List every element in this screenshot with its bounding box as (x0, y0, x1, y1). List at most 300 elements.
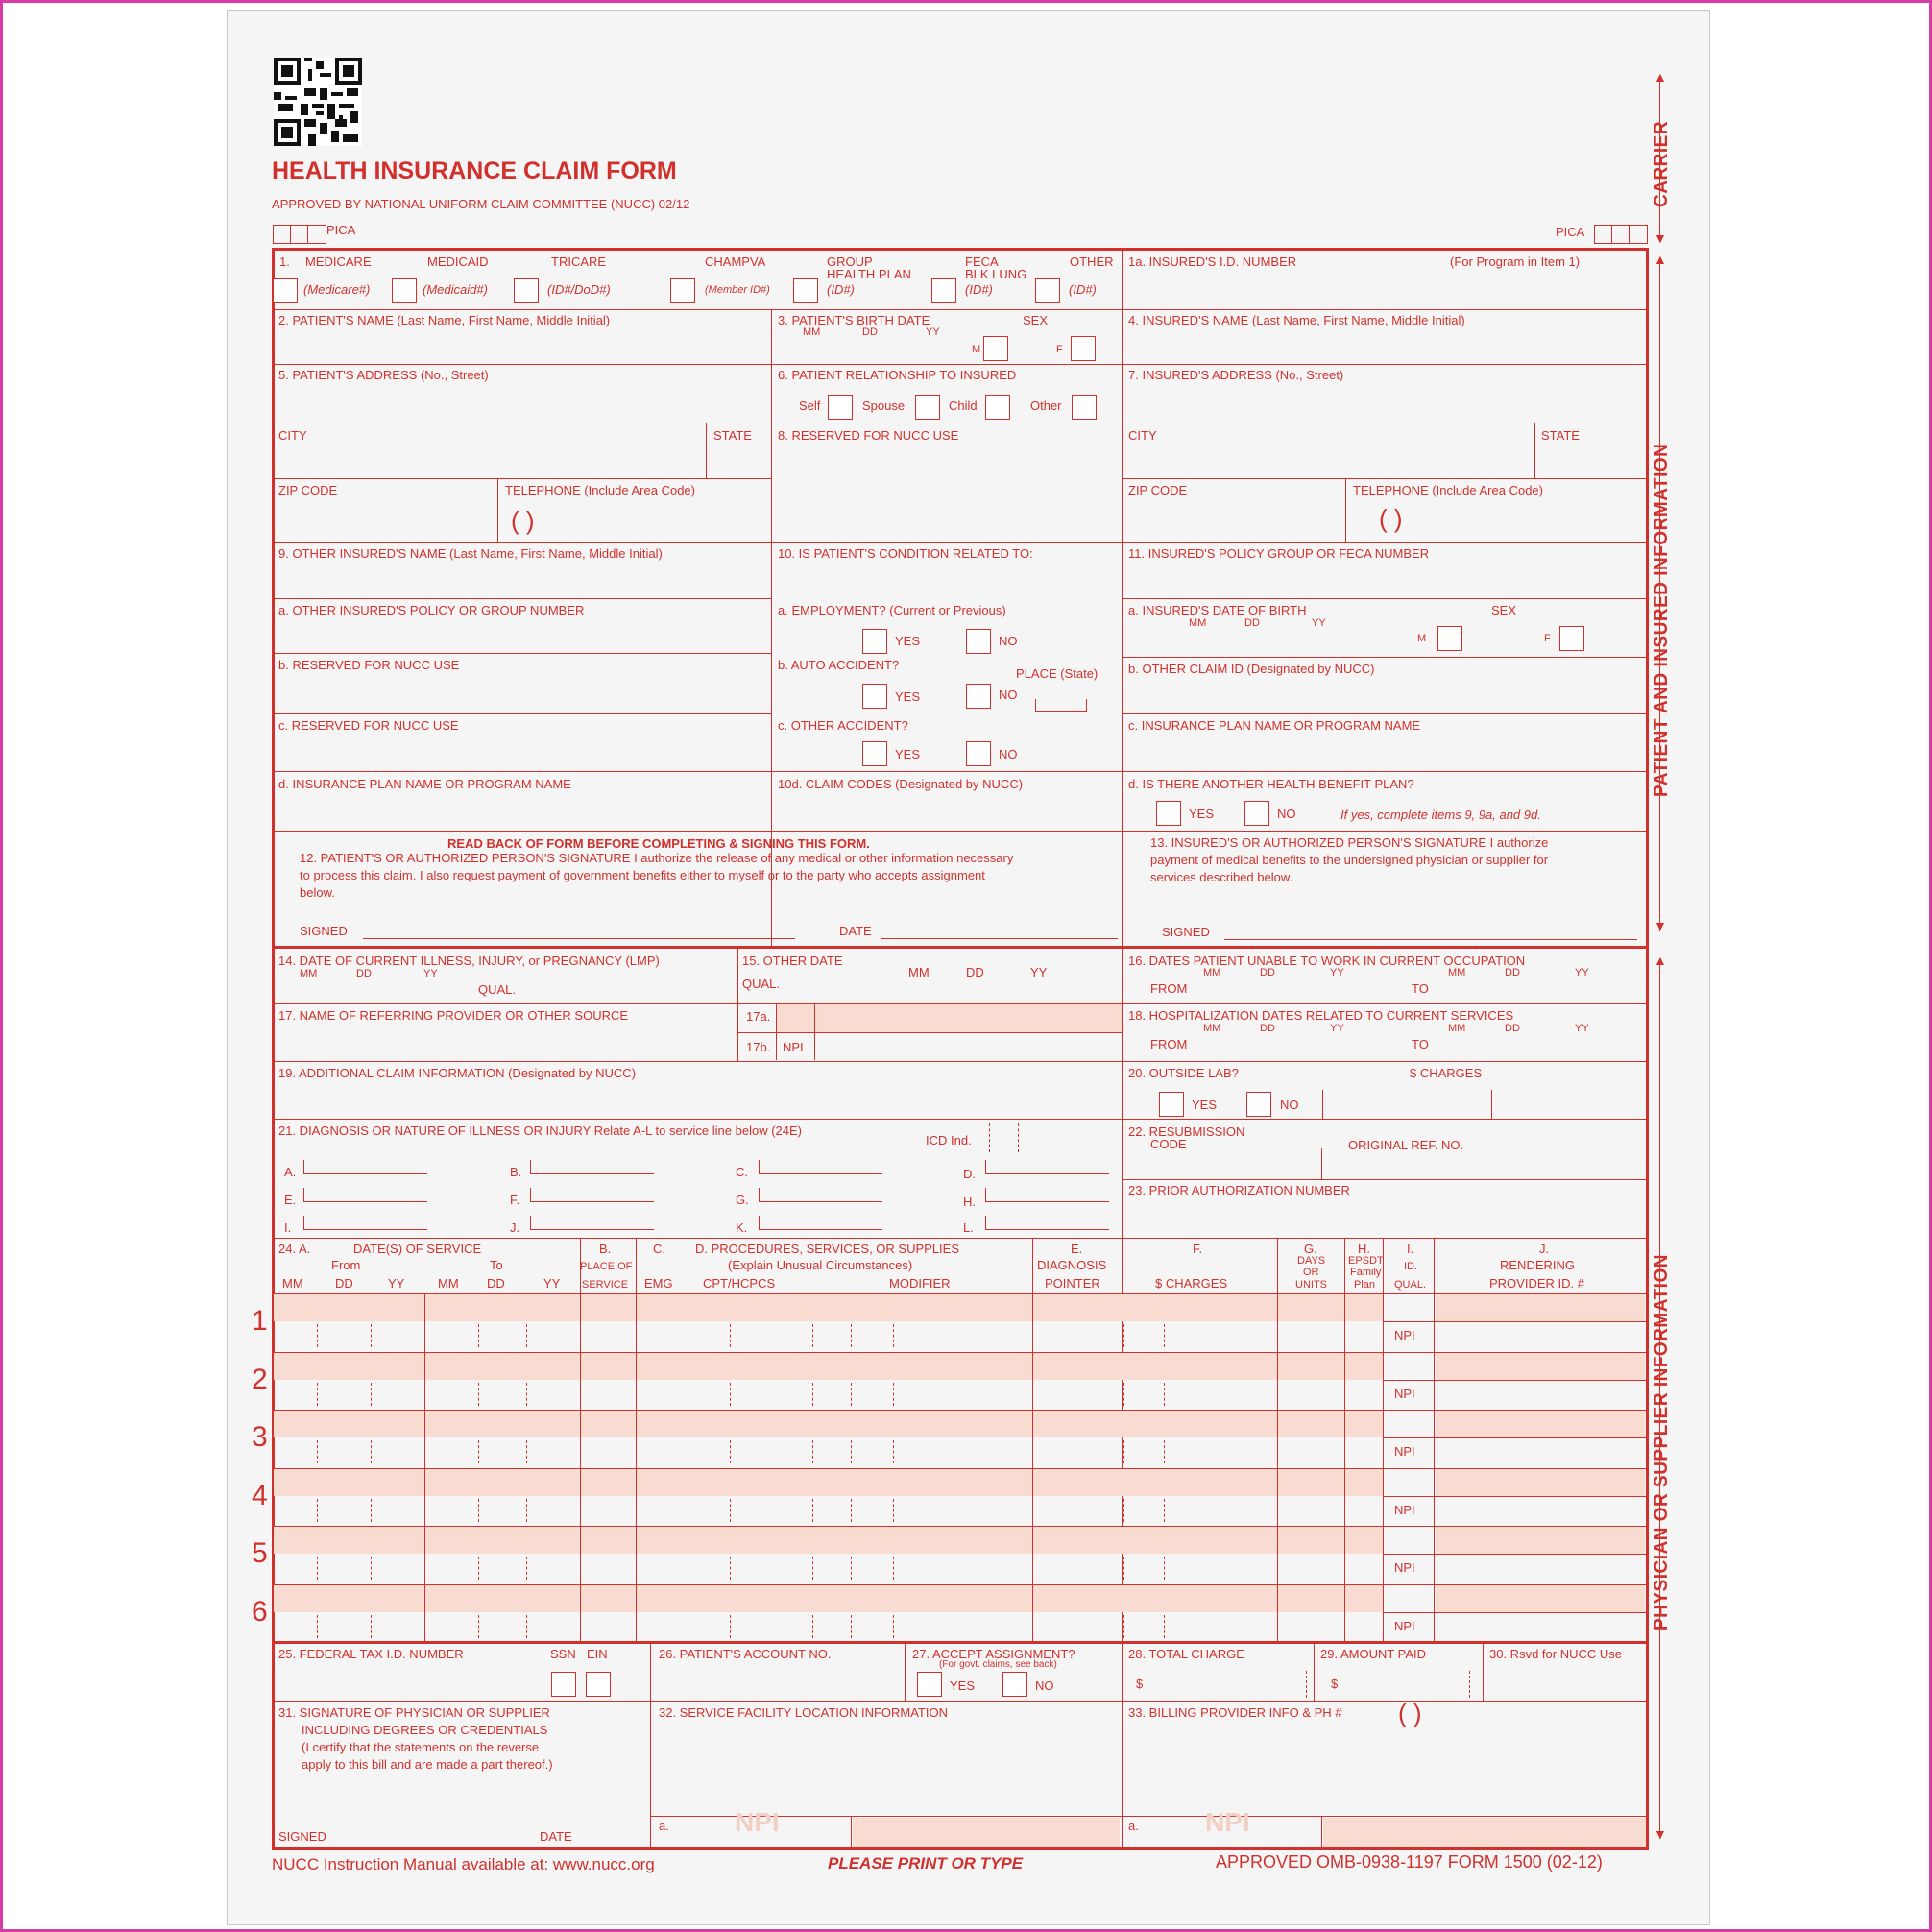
column-divider (1122, 948, 1123, 1847)
field-separator (526, 1383, 527, 1406)
insured-sex-m-label: M (1417, 633, 1427, 644)
carrier-arrow-line (1659, 79, 1660, 242)
from-yy: YY (388, 1276, 405, 1291)
field-separator (478, 1615, 479, 1638)
diag-a-field[interactable] (303, 1160, 427, 1174)
row-rule (272, 1238, 1649, 1239)
family-label: Family (1350, 1267, 1382, 1278)
other-relationship-label: Other (1030, 398, 1062, 413)
field-separator (1123, 1615, 1124, 1638)
column-divider (737, 948, 738, 1061)
insured-name-label: 4. INSURED'S NAME (Last Name, First Name, Middle Initial) (1128, 313, 1465, 327)
insured-id-field[interactable] (1123, 274, 1642, 308)
read-back-notice: READ BACK OF FORM BEFORE COMPLETING & SIGNING THIS FORM. (447, 836, 870, 851)
feca-checkbox[interactable] (931, 278, 956, 303)
reserved-nucc-b-label: b. RESERVED FOR NUCC USE (278, 658, 460, 672)
field-separator (317, 1499, 318, 1522)
col-b-label: B. (599, 1242, 612, 1256)
ein-checkbox[interactable] (586, 1672, 611, 1697)
box-31-line-4: apply to this bill and are made a part thereof.) (302, 1757, 553, 1772)
patient-side-label: PATIENT AND INSURED INFORMATION (1652, 443, 1672, 797)
box-26-label: 26. PATIENT'S ACCOUNT NO. (659, 1647, 832, 1661)
box-16-to-yy: YY (1575, 967, 1589, 978)
employment-no-label: NO (999, 634, 1018, 648)
patient-name-field[interactable] (275, 331, 766, 362)
outside-lab-yes: YES (1192, 1098, 1218, 1112)
other-label: OTHER (1070, 254, 1114, 269)
another-plan-no-label: NO (1277, 807, 1296, 821)
from-mm: MM (282, 1276, 303, 1291)
field-separator (478, 1383, 479, 1406)
amount-paid-dollar: $ (1331, 1677, 1339, 1691)
box-27-label: 27. ACCEPT ASSIGNMENT? (912, 1647, 1075, 1661)
rendering-provider-shaded-field[interactable] (1436, 1469, 1645, 1496)
ein-label: EIN (587, 1647, 608, 1661)
box-15-dd: DD (966, 965, 984, 979)
box-20-charges: $ CHARGES (1410, 1066, 1483, 1080)
field-separator (1164, 1383, 1165, 1406)
relationship-label: 6. PATIENT RELATIONSHIP TO INSURED (778, 368, 1017, 382)
tricare-checkbox[interactable] (514, 278, 539, 303)
service-line-shaded-row[interactable] (274, 1294, 1383, 1321)
field-separator (1164, 1324, 1165, 1347)
arrow-up-icon: ▲ (1654, 69, 1667, 85)
field-separator (1123, 1324, 1124, 1347)
box-18-label: 18. HOSPITALIZATION DATES RELATED TO CURRENT SERVICES (1128, 1008, 1514, 1023)
epsdt-label: EPSDT (1348, 1255, 1384, 1267)
insured-dd-label: DD (1244, 617, 1260, 629)
other-acc-no-label: NO (999, 747, 1018, 761)
service-line-npi-label: NPI (1394, 1328, 1415, 1342)
box-17-label: 17. NAME OF REFERRING PROVIDER OR OTHER SOURCE (278, 1008, 629, 1023)
column-divider (1321, 1816, 1322, 1847)
column-divider (424, 1293, 425, 1641)
row-rule (1383, 1612, 1649, 1613)
row-rule (1122, 713, 1649, 714)
insured-address-label: 7. INSURED'S ADDRESS (No., Street) (1128, 368, 1344, 382)
field-separator (1164, 1440, 1165, 1463)
sex-label: SEX (1023, 313, 1049, 327)
field-separator (371, 1499, 372, 1522)
field-separator (812, 1324, 813, 1347)
bottom-rule (272, 1847, 1649, 1850)
column-divider (1491, 1090, 1492, 1119)
another-plan-yes-checkbox[interactable] (1156, 801, 1181, 826)
box-33a-label: a. (1128, 1819, 1139, 1833)
row-rule (272, 364, 1649, 365)
diag-b-label: B. (510, 1165, 522, 1179)
service-line-number: 4 (252, 1479, 268, 1511)
col-i-label: I. (1407, 1242, 1414, 1256)
box-18-from: FROM (1150, 1037, 1188, 1051)
other-id-label: (ID#) (1069, 282, 1097, 297)
insured-address-field[interactable] (1123, 386, 1642, 419)
box-30-label: 30. Rsvd for NUCC Use (1489, 1647, 1622, 1661)
field-separator (526, 1557, 527, 1580)
modifier-label: MODIFIER (889, 1276, 951, 1291)
arrow-up-icon: ▲ (1654, 953, 1667, 968)
field-separator (526, 1499, 527, 1522)
ssn-checkbox[interactable] (551, 1672, 576, 1697)
group-health-plan-label: HEALTH PLAN (827, 267, 911, 281)
field-separator (317, 1557, 318, 1580)
diagnosis-label: DIAGNOSIS (1037, 1258, 1107, 1272)
row-rule (1383, 1321, 1649, 1322)
diag-h-label: H. (963, 1195, 976, 1209)
diag-d-field[interactable] (985, 1160, 1109, 1174)
accept-yes-label: YES (950, 1678, 976, 1693)
rendering-provider-shaded-field[interactable] (1436, 1353, 1645, 1380)
box-14-label: 14. DATE OF CURRENT ILLNESS, INJURY, or PREGNANCY (LMP) (278, 954, 660, 968)
insured-signed-label: SIGNED (1162, 925, 1210, 939)
other-accident-label: c. OTHER ACCIDENT? (778, 718, 908, 733)
group-label: GROUP (827, 254, 873, 269)
rendering-provider-shaded-field[interactable] (1436, 1411, 1645, 1437)
insured-mm-label: MM (1189, 617, 1207, 629)
sex-m-checkbox[interactable] (983, 336, 1008, 361)
field-separator (893, 1440, 894, 1463)
cents-separator (1306, 1671, 1307, 1698)
yy-label: YY (926, 326, 940, 338)
or-label: OR (1303, 1267, 1319, 1278)
reserved-nucc-c-label: c. RESERVED FOR NUCC USE (278, 718, 459, 733)
box-18-from-mm: MM (1203, 1023, 1221, 1034)
column-divider (580, 1238, 581, 1641)
employment-yes-checkbox[interactable] (862, 629, 887, 654)
insured-sex-f-checkbox[interactable] (1559, 626, 1584, 651)
sex-m-label: M (972, 344, 981, 355)
box-32b-field[interactable] (853, 1818, 1120, 1847)
outside-lab-yes-checkbox[interactable] (1159, 1092, 1184, 1117)
field-separator (730, 1324, 731, 1347)
outside-lab-no-checkbox[interactable] (1246, 1092, 1271, 1117)
box-18-to-dd: DD (1505, 1023, 1520, 1034)
field-separator (851, 1383, 852, 1406)
id-label: ID. (1404, 1261, 1418, 1272)
service-line-number: 6 (252, 1595, 268, 1628)
auto-accident-label: b. AUTO ACCIDENT? (778, 658, 900, 672)
auto-accident-yes-checkbox[interactable] (862, 684, 887, 709)
box-17b-npi: NPI (783, 1040, 804, 1054)
champva-label: CHAMPVA (705, 254, 766, 269)
box-17b-label: 17b. (746, 1040, 771, 1054)
insured-area-code-paren: ( ) (1379, 504, 1403, 533)
diag-f-field[interactable] (530, 1188, 654, 1202)
diag-j-field[interactable] (530, 1216, 654, 1230)
child-checkbox[interactable] (985, 395, 1010, 420)
accept-assignment-no-checkbox[interactable] (1002, 1672, 1027, 1697)
arrow-up-icon: ▲ (1654, 252, 1667, 267)
row-rule (650, 1816, 1649, 1817)
from-label: From (331, 1258, 361, 1272)
physician-date-label: DATE (540, 1829, 572, 1844)
service-line-npi-label: NPI (1394, 1618, 1415, 1633)
col-f-label: F. (1193, 1242, 1203, 1256)
box-33a-npi-watermark: NPI (1205, 1807, 1250, 1837)
auto-accident-no-checkbox[interactable] (966, 684, 991, 709)
medicare-checkbox[interactable] (273, 278, 298, 303)
column-divider (497, 478, 498, 542)
medicaid-label: MEDICAID (427, 254, 489, 269)
row-rule (1383, 1380, 1649, 1381)
policy-group-label: 11. INSURED'S POLICY GROUP OR FECA NUMBER (1128, 546, 1430, 561)
icd-ind-field[interactable] (1018, 1123, 1019, 1152)
pica-right-boxes[interactable] (1594, 225, 1648, 244)
column-divider (1277, 1238, 1278, 1641)
field-separator (526, 1440, 527, 1463)
diag-l-field[interactable] (985, 1216, 1109, 1230)
icd-ind-label: ICD Ind. (926, 1133, 972, 1147)
insured-zip-label: ZIP CODE (1128, 483, 1188, 497)
insured-id-note: (For Program in Item 1) (1450, 254, 1581, 269)
diag-i-field[interactable] (303, 1216, 427, 1230)
employment-label: a. EMPLOYMENT? (Current or Previous) (778, 603, 1006, 617)
column-divider (1344, 1238, 1345, 1641)
service-line-shaded-row[interactable] (274, 1411, 1383, 1437)
field-separator (730, 1499, 731, 1522)
tricare-label: TRICARE (551, 254, 607, 269)
box-27-note: (For govt. claims, see back) (939, 1659, 1057, 1670)
signature-13-text-3: services described below. (1150, 870, 1293, 884)
service-line-npi-label: NPI (1394, 1502, 1415, 1517)
service-line-shaded-row[interactable] (274, 1469, 1383, 1496)
patient-sign-date-label: DATE (839, 924, 872, 938)
col-c-label: C. (653, 1242, 665, 1256)
field-separator (317, 1324, 318, 1347)
other-checkbox[interactable] (1035, 278, 1060, 303)
box-14-dd: DD (356, 968, 372, 979)
service-line-shaded-row[interactable] (274, 1585, 1383, 1612)
column-divider (1534, 423, 1535, 478)
box-18-from-dd: DD (1260, 1023, 1275, 1034)
box-24a-label: 24. A. (278, 1242, 311, 1256)
self-label: Self (799, 398, 821, 413)
box-14-yy: YY (423, 968, 438, 979)
another-plan-no-checkbox[interactable] (1244, 801, 1269, 826)
auto-yes-label: YES (895, 689, 921, 704)
sex-f-checkbox[interactable] (1071, 336, 1096, 361)
diag-e-label: E. (284, 1193, 297, 1207)
insured-state-label: STATE (1541, 428, 1580, 443)
cpt-hcpcs-label: CPT/HCPCS (703, 1276, 776, 1291)
row-rule (272, 1119, 1649, 1120)
diag-k-label: K. (736, 1220, 748, 1235)
condition-related-label: 10. IS PATIENT'S CONDITION RELATED TO: (778, 546, 1033, 561)
diag-b-field[interactable] (530, 1160, 654, 1174)
medicaid-id-label: (Medicaid#) (423, 282, 488, 297)
box-16-label: 16. DATES PATIENT UNABLE TO WORK IN CURRENT OCCUPATION (1128, 954, 1526, 968)
field-separator (1123, 1557, 1124, 1580)
row-rule (1383, 1496, 1649, 1497)
box-18-to: TO (1412, 1037, 1429, 1051)
footer-nucc-manual: NUCC Instruction Manual available at: www.nucc.org (272, 1855, 655, 1873)
diag-l-label: L. (963, 1220, 974, 1235)
box-16-from-dd: DD (1260, 967, 1275, 978)
champva-id-label: (Member ID#) (705, 284, 770, 296)
insured-dob-label: a. INSURED'S DATE OF BIRTH (1128, 603, 1307, 617)
row-rule (1383, 1554, 1649, 1555)
pica-left-label: PICA (326, 223, 356, 237)
pica-left-boxes[interactable] (273, 225, 326, 244)
box-14-mm: MM (300, 968, 318, 979)
patient-address-field[interactable] (275, 386, 766, 419)
field-separator (812, 1557, 813, 1580)
box-32a-npi-watermark: NPI (735, 1807, 780, 1837)
diag-d-label: D. (963, 1167, 976, 1181)
column-divider (776, 1004, 777, 1060)
column-divider (706, 423, 707, 478)
column-divider (1383, 1238, 1384, 1641)
pointer-label: POINTER (1045, 1276, 1100, 1291)
employment-yes-label: YES (895, 634, 921, 648)
box-33b-field[interactable] (1323, 1818, 1646, 1847)
service-line-number: 3 (252, 1421, 268, 1453)
accept-assignment-yes-checkbox[interactable] (917, 1672, 942, 1697)
field-separator (371, 1324, 372, 1347)
cents-separator (1469, 1671, 1470, 1698)
field-separator (851, 1557, 852, 1580)
tricare-id-label: (ID#/DoD#) (547, 282, 611, 297)
diag-c-field[interactable] (759, 1160, 882, 1174)
field-separator (371, 1383, 372, 1406)
outside-lab-no: NO (1280, 1098, 1299, 1112)
plan-label: Plan (1354, 1279, 1376, 1291)
field-separator (371, 1440, 372, 1463)
arrow-down-icon: ▼ (1654, 230, 1667, 246)
insurance-plan-c-label: c. INSURANCE PLAN NAME OR PROGRAM NAME (1128, 718, 1421, 733)
row-rule (272, 309, 1649, 310)
other-insured-name-label: 9. OTHER INSURED'S NAME (Last Name, First Name, Middle Initial) (278, 546, 663, 561)
rendering-provider-shaded-field[interactable] (1436, 1294, 1645, 1321)
rendering-provider-shaded-field[interactable] (1436, 1527, 1645, 1554)
signature-12-text-2: to process this claim. I also request payment of government benefits either to myself or to the party who accepts assignment (300, 868, 985, 882)
field-separator (730, 1383, 731, 1406)
insured-sex-m-checkbox[interactable] (1437, 626, 1462, 651)
field-separator (317, 1383, 318, 1406)
insured-id-label: 1a. INSURED'S I.D. NUMBER (1128, 254, 1297, 269)
row-rule (1122, 1179, 1649, 1180)
physician-side-label: PHYSICIAN OR SUPPLIER INFORMATION (1652, 1254, 1672, 1630)
box-31-line-2: INCLUDING DEGREES OR CREDENTIALS (302, 1723, 548, 1737)
rendering-label: RENDERING (1500, 1258, 1576, 1272)
accept-no-label: NO (1035, 1678, 1054, 1693)
patient-area-code-paren: ( ) (511, 506, 535, 535)
qual-label: QUAL. (1394, 1279, 1427, 1291)
field-separator (893, 1557, 894, 1580)
service-line-npi-label: NPI (1394, 1386, 1415, 1401)
patient-zip-label: ZIP CODE (278, 483, 338, 497)
box-25-label: 25. FEDERAL TAX I.D. NUMBER (278, 1647, 464, 1661)
other-accident-yes-checkbox[interactable] (862, 741, 887, 766)
field-separator (730, 1440, 731, 1463)
row-rule (1122, 657, 1649, 658)
employment-no-checkbox[interactable] (966, 629, 991, 654)
row-rule (272, 653, 771, 654)
group-health-plan-checkbox[interactable] (793, 278, 818, 303)
emg-label: EMG (644, 1276, 673, 1291)
insured-name-field[interactable] (1123, 331, 1642, 362)
field-separator (1164, 1499, 1165, 1522)
if-yes-note: If yes, complete items 9, 9a, and 9d. (1340, 808, 1541, 822)
medicaid-checkbox[interactable] (392, 278, 417, 303)
champva-checkbox[interactable] (670, 278, 695, 303)
field-separator (478, 1499, 479, 1522)
to-dd: DD (487, 1276, 505, 1291)
box-17a-field[interactable] (776, 1004, 1122, 1032)
box-15-qual: QUAL. (742, 977, 781, 991)
insured-signature-line[interactable] (1224, 939, 1637, 940)
row-rule (1383, 1437, 1649, 1438)
section-divider (272, 946, 1649, 949)
service-label: SERVICE (582, 1279, 629, 1291)
diag-h-field[interactable] (985, 1188, 1109, 1202)
row-rule (272, 1061, 1649, 1062)
col-e-label: E. (1071, 1242, 1083, 1256)
place-state-field[interactable] (1035, 699, 1087, 712)
field-separator (851, 1499, 852, 1522)
field-separator (317, 1440, 318, 1463)
service-line-shaded-row[interactable] (274, 1353, 1383, 1380)
right-rule (1646, 248, 1649, 1849)
column-divider (1314, 1641, 1315, 1701)
patient-signature-line[interactable] (363, 938, 795, 939)
diag-k-field[interactable] (759, 1216, 882, 1230)
service-line-shaded-row[interactable] (274, 1527, 1383, 1554)
column-divider (1434, 1238, 1435, 1641)
field-separator (526, 1615, 527, 1638)
insurance-plan-d-label: d. INSURANCE PLAN NAME OR PROGRAM NAME (278, 777, 571, 791)
diag-a-label: A. (284, 1165, 297, 1179)
other-accident-no-checkbox[interactable] (966, 741, 991, 766)
birth-date-label: 3. PATIENT'S BIRTH DATE (778, 313, 930, 327)
other-relationship-checkbox[interactable] (1072, 395, 1097, 420)
box-16-to-mm: MM (1448, 967, 1466, 978)
field-separator (730, 1557, 731, 1580)
diag-g-field[interactable] (759, 1188, 882, 1202)
box-31-line-3: (I certify that the statements on the reverse (302, 1740, 540, 1754)
field-separator (893, 1615, 894, 1638)
box-18-to-yy: YY (1575, 1023, 1589, 1034)
box-29-label: 29. AMOUNT PAID (1320, 1647, 1427, 1661)
field-separator (371, 1615, 372, 1638)
pica-divider (1629, 225, 1630, 243)
self-checkbox[interactable] (828, 395, 853, 420)
sex-f-label: F (1056, 344, 1063, 355)
diag-i-label: I. (284, 1220, 292, 1235)
row-rule (1122, 478, 1649, 479)
rendering-provider-shaded-field[interactable] (1436, 1585, 1645, 1612)
diag-j-label: J. (510, 1220, 520, 1235)
diag-e-field[interactable] (303, 1188, 427, 1202)
footer-print-type: PLEASE PRINT OR TYPE (828, 1854, 1024, 1872)
column-divider (1322, 1090, 1323, 1119)
icd-ind-field[interactable] (989, 1123, 990, 1152)
col-j-label: J. (1539, 1242, 1550, 1256)
column-divider (814, 1004, 815, 1060)
to-yy: YY (543, 1276, 561, 1291)
signature-12-text-1: 12. PATIENT'S OR AUTHORIZED PERSON'S SIGNATURE I authorize the release of any medical or other information necessary (300, 851, 1014, 865)
patient-date-line[interactable] (881, 938, 1118, 939)
feca-id-label: (ID#) (965, 282, 993, 297)
group-id-label: (ID#) (827, 282, 855, 297)
spouse-checkbox[interactable] (915, 395, 940, 420)
insured-yy-label: YY (1312, 617, 1326, 629)
field-separator (730, 1615, 731, 1638)
medicare-label: MEDICARE (305, 254, 372, 269)
physician-signed-label: SIGNED (278, 1829, 326, 1844)
patient-signed-label: SIGNED (300, 924, 348, 938)
form-title: HEALTH INSURANCE CLAIM FORM (272, 157, 677, 184)
